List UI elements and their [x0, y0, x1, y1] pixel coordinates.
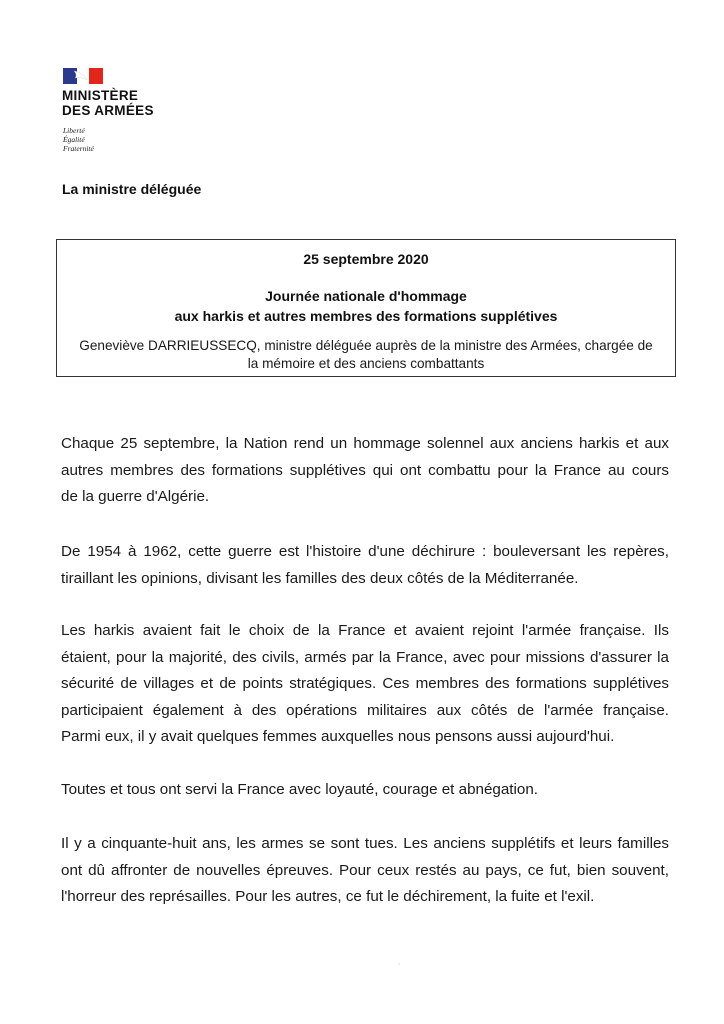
sender-role: La ministre déléguée	[62, 181, 202, 197]
paragraph-line: tiraillant les opinions, divisant les familles des deux côtés de la Méditerranée.	[61, 569, 579, 587]
document-date: 25 septembre 2020	[303, 251, 429, 267]
paragraph-2	[61, 539, 669, 592]
paragraph-3	[61, 618, 669, 751]
ministry-name	[62, 88, 154, 118]
paragraph-line: Toutes et tous ont servi la France avec loyauté, courage et abnégation.	[61, 781, 539, 798]
marianne-flag-logo	[63, 68, 103, 84]
paragraph-line: Parmi eux, il y avait quelques femmes auxquelles nous pensons aussi aujourd'hui.	[61, 728, 615, 746]
title-box	[56, 239, 676, 377]
paragraph-line: de la guerre d'Algérie.	[61, 488, 210, 506]
paragraph-4	[61, 777, 669, 804]
paragraph-line: l'horreur des représailles. Pour les autres, ce fut le déchirement, la fuite et l'exil.	[61, 888, 595, 906]
paragraph-line: étaient, pour la majorité, des civils, armés par la France, avec pour missions d'assurer la	[61, 648, 669, 666]
motto-liberte: Liberté	[63, 126, 85, 135]
document-author-line2: la mémoire et des anciens combattants	[247, 356, 485, 371]
ministry-name-line2: DES ARMÉES	[62, 103, 154, 118]
paragraph-line: autres membres des formations supplétives qui ont combattu pour la France au cours	[61, 461, 669, 479]
ministry-name-line1: MINISTÈRE	[62, 88, 139, 103]
paragraph-line: sécurité de villages et de points stratégiques. Ces membres des formations supplétives	[61, 675, 669, 693]
republic-motto	[63, 126, 94, 153]
document-title-line1: Journée nationale d'hommage	[265, 288, 467, 304]
paragraph-line: ont dû affronter de nouvelles épreuves. Pour ceux restés au pays, ce fut, bien souvent,	[61, 861, 669, 879]
paragraph-line: participaient également à des opérations militaires aux côtés de l'armée française.	[61, 701, 669, 719]
document-author	[67, 337, 665, 373]
document-title	[57, 286, 675, 326]
paragraph-line: Il y a cinquante-huit ans, les armes se sont tues. Les anciens supplétifs et leurs familles	[61, 835, 669, 852]
paragraph-line: Chaque 25 septembre, la Nation rend un hommage solennel aux anciens harkis et aux	[61, 435, 669, 452]
paragraph-line: Les harkis avaient fait le choix de la France et avaient rejoint l'armée française. Ils	[61, 622, 669, 639]
document-title-line2: aux harkis et autres membres des formations supplétives	[174, 308, 558, 324]
paragraph-line: De 1954 à 1962, cette guerre est l'histoire d'une déchirure : bouleversant les repères,	[61, 543, 669, 560]
motto-egalite: Égalité	[63, 135, 85, 144]
paragraph-1	[61, 431, 669, 511]
paragraph-5	[61, 831, 669, 911]
scan-speck	[398, 963, 400, 965]
motto-fraternite: Fraternité	[63, 144, 94, 153]
document-author-line1: Geneviève DARRIEUSSECQ, ministre déléguée auprès de la ministre des Armées, chargée de	[79, 338, 653, 353]
